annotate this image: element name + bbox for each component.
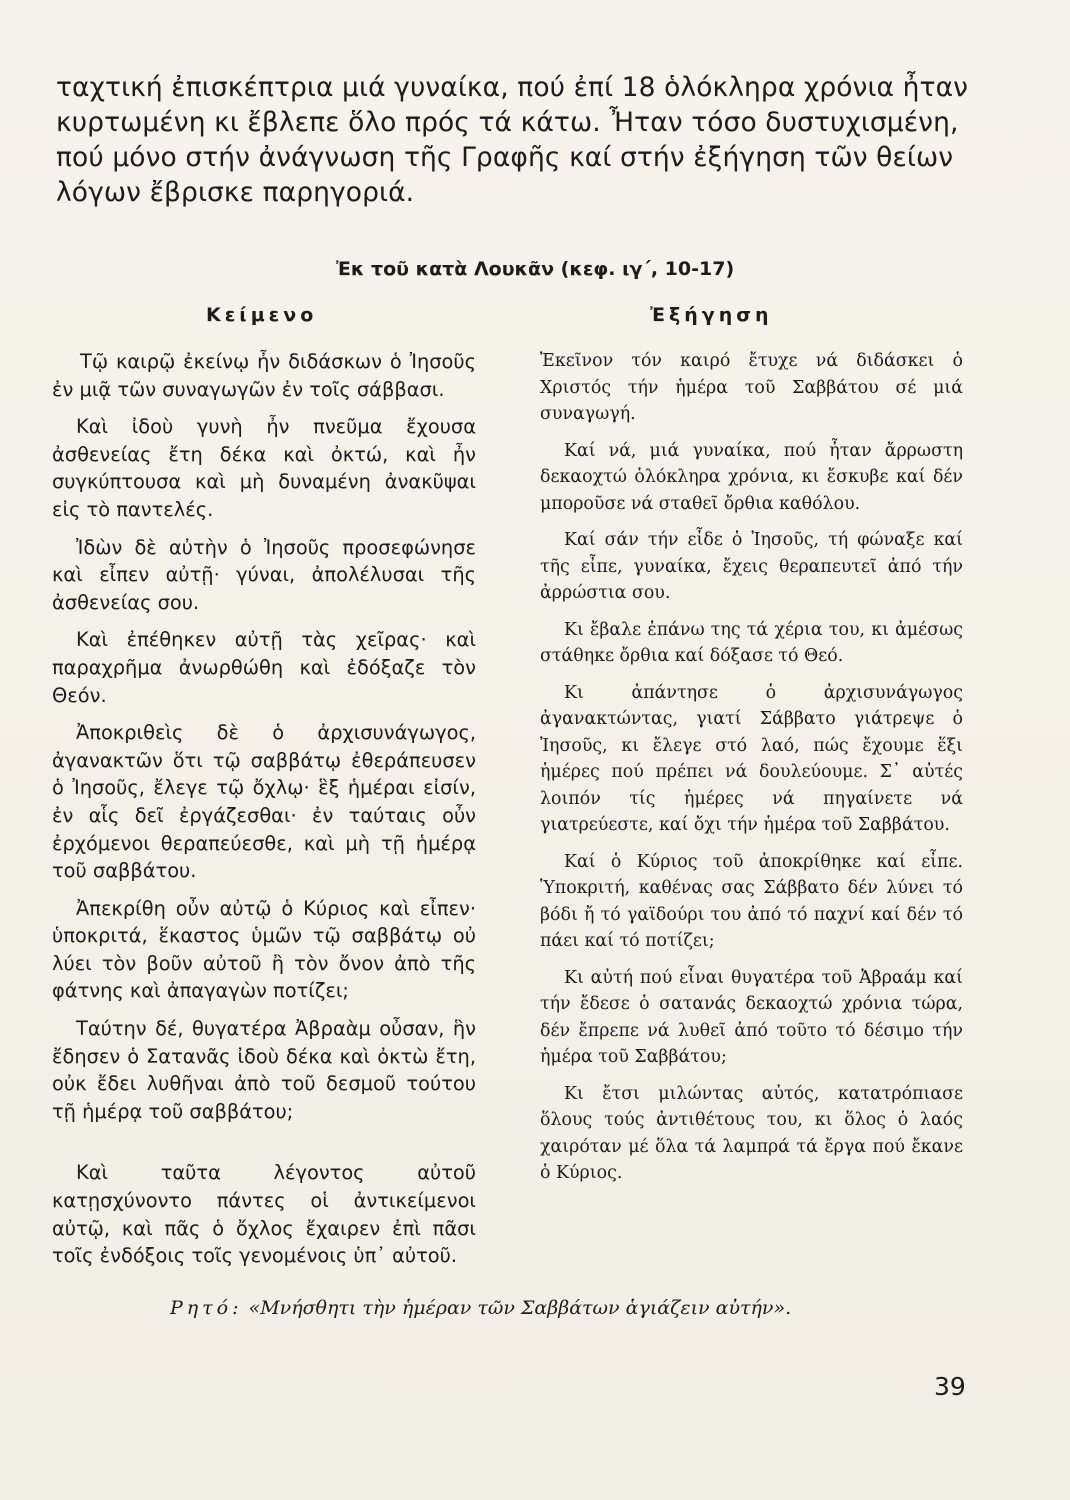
verse-original: Ἰδὼν δὲ αὐτὴν ὁ Ἰησοῦς προσεφώνησε καὶ εἶπεν αὐτῇ· γύναι, ἀπολέλυσαι τῆς ἀσθενείας σου. <box>52 535 476 614</box>
verse-original: Καὶ ταῦτα λέγοντος αὐτοῦ κατῃσχύνοντο πάντες οἱ ἀντικείμενοι αὐτῷ, καὶ πᾶς ὁ ὄχλος ἔχαιρεν ἐπὶ πᾶσι τοῖς ἐνδόξοις τοῖς γενομένοις ὑπ᾿ αὐτοῦ. <box>52 1161 476 1268</box>
section-title: Ἐκ τοῦ κατὰ Λουκᾶν (κεφ. ιγ΄, 10-17) <box>335 258 735 280</box>
original-text-column <box>52 348 476 1280</box>
intro-line: ταχτική ἐπισκέπτρια μιά γυναίκα, πού ἐπί 18 ὁλόκληρα χρόνια ἦταν <box>56 72 969 103</box>
verse-explanation: Κι αὐτή πού εἶναι θυγατέρα τοῦ Ἀβραάμ καί τήν ἔδεσε ὁ σατανάς δεκαοχτώ χρόνια τώρα, δέν ἔπρεπε νά λυθεῖ ἀπό τοῦτο τό δέσιμο τήν ἡμέρα τοῦ Σαββάτου; <box>540 967 963 1067</box>
verse-explanation: Κι ἔβαλε ἐπάνω της τά χέρια του, κι ἀμέσως στάθηκε ὄρθια καί δόξασε τό Θεό. <box>540 619 963 666</box>
memory-verse <box>170 1297 930 1319</box>
left-column-heading: Κείμενο <box>206 304 318 326</box>
verse-explanation: Κι ἀπάντησε ὁ ἀρχισυνάγωγος ἀγανακτώντας, γιατί Σάββατο γιάτρεψε ὁ Ἰησοῦς, κι ἔλεγε στό λαό, πώς ἔχουμε ἕξι ἡμέρες πού πρέπει νά δουλεύουμε. Σ᾿ αὐτές λοιπόν τίς ἡμέρες νά πηγαίνετε νά γιατρεύεστε, καί ὄχι τήν ἡμέρα τοῦ Σαββάτου. <box>540 682 963 835</box>
verse-original: Ταύτην δέ, θυγατέρα Ἀβραὰμ οὖσαν, ἣν ἔδησεν ὁ Σατανᾶς ἰδοὺ δέκα καὶ ὀκτὼ ἔτη, οὐκ ἔδει λυθῆναι ἀπὸ τοῦ δεσμοῦ τούτου τῇ ἡμέρᾳ τοῦ σαββάτου; <box>52 1017 476 1123</box>
verse-explanation: Καί νά, μιά γυναίκα, πού ἦταν ἄρρωστη δεκαοχτώ ὁλόκληρα χρόνια, κι ἔσκυβε καί δέν μποροῦσε νά σταθεῖ ὄρθια καθόλου. <box>540 440 963 514</box>
intro-paragraph <box>56 70 986 210</box>
verse-original: Καὶ ἐπέθηκεν αὐτῇ τὰς χεῖρας· καὶ παραχρῆμα ἀνωρθώθη καὶ ἐδόξαζε τὸν Θεόν. <box>52 628 476 707</box>
right-column-heading: Ἐξήγηση <box>650 304 773 326</box>
verse-original: Τῷ καιρῷ ἐκείνῳ ἦν διδάσκων ὁ Ἰησοῦς ἐν μιᾷ τῶν συναγωγῶν ἐν τοῖς σάββασι. <box>52 350 476 401</box>
explanation-column <box>540 348 963 1197</box>
intro-line: κυρτωμένη κι ἔβλεπε ὅλο πρός τά κάτω. Ἦταν τόσο δυστυχισμένη, <box>56 107 959 138</box>
verse-explanation: Ἐκεῖνον τόν καιρό ἔτυχε νά διδάσκει ὁ Χριστός τήν ἡμέρα τοῦ Σαββάτου σέ μιά συναγωγή. <box>540 351 963 424</box>
intro-line: λόγων ἔβρισκε παρηγοριά. <box>56 177 415 208</box>
verse-explanation: Καί σάν τήν εἶδε ὁ Ἰησοῦς, τή φώναξε καί τῆς εἶπε, γυναίκα, ἔχεις θεραπευτεῖ ἀπό τήν ἀρρώστια σου. <box>540 530 963 603</box>
memory-verse-label: Ρητό: <box>170 1297 243 1319</box>
verse-explanation: Καί ὁ Κύριος τοῦ ἀποκρίθηκε καί εἶπε. Ὑποκριτή, καθένας σας Σάββατο δέν λύνει τό βόδι ἤ τό γαϊδούρι του ἀπό τό παχνί καί δέν τό πάει καί τό ποτίζει; <box>540 851 963 951</box>
verse-original: Ἀποκριθεὶς δὲ ὁ ἀρχισυνάγωγος, ἀγανακτῶν ὅτι τῷ σαββάτῳ ἐθεράπευσεν ὁ Ἰησοῦς, ἔλεγε τῷ ὄχλῳ· ἓξ ἡμέραι εἰσίν, ἐν αἷς δεῖ ἐργάζεσθαι· ἐν ταύταις οὖν ἐρχόμενοι θεραπεύεσθε, καὶ μὴ τῇ ἡμέρᾳ τοῦ σαββάτου. <box>52 721 476 883</box>
verse-explanation: Κι ἔτσι μιλώντας αὐτός, κατατρόπιασε ὅλους τούς ἀντιθέτους του, κι ὅλος ὁ λαός χαιρόταν μέ ὅλα τά λαμπρά τά ἔργα πού ἔκανε ὁ Κύριος. <box>540 1083 963 1183</box>
verse-original: Ἀπεκρίθη οὖν αὐτῷ ὁ Κύριος καὶ εἶπεν· ὑποκριτά, ἕκαστος ὑμῶν τῷ σαββάτῳ οὐ λύει τὸν βοῦν αὐτοῦ ἢ τὸν ὄνον ἀπὸ τῆς φάτνης καὶ ἀπαγαγὼν ποτίζει; <box>52 896 476 1003</box>
verse-original: Καὶ ἰδοὺ γυνὴ ἦν πνεῦμα ἔχουσα ἀσθενείας ἔτη δέκα καὶ ὀκτώ, καὶ ἦν συγκύπτουσα καὶ μὴ δυναμένη ἀνακῦψαι εἰς τὸ παντελές. <box>52 415 476 521</box>
memory-verse-text: «Μνήσθητι τὴν ἡμέραν τῶν Σαββάτων ἁγιάζειν αὐτήν». <box>248 1297 792 1319</box>
page-number: 39 <box>934 1372 966 1401</box>
intro-line: πού μόνο στήν ἀνάγνωση τῆς Γραφῆς καί στήν ἐξήγηση τῶν θείων <box>56 142 954 173</box>
